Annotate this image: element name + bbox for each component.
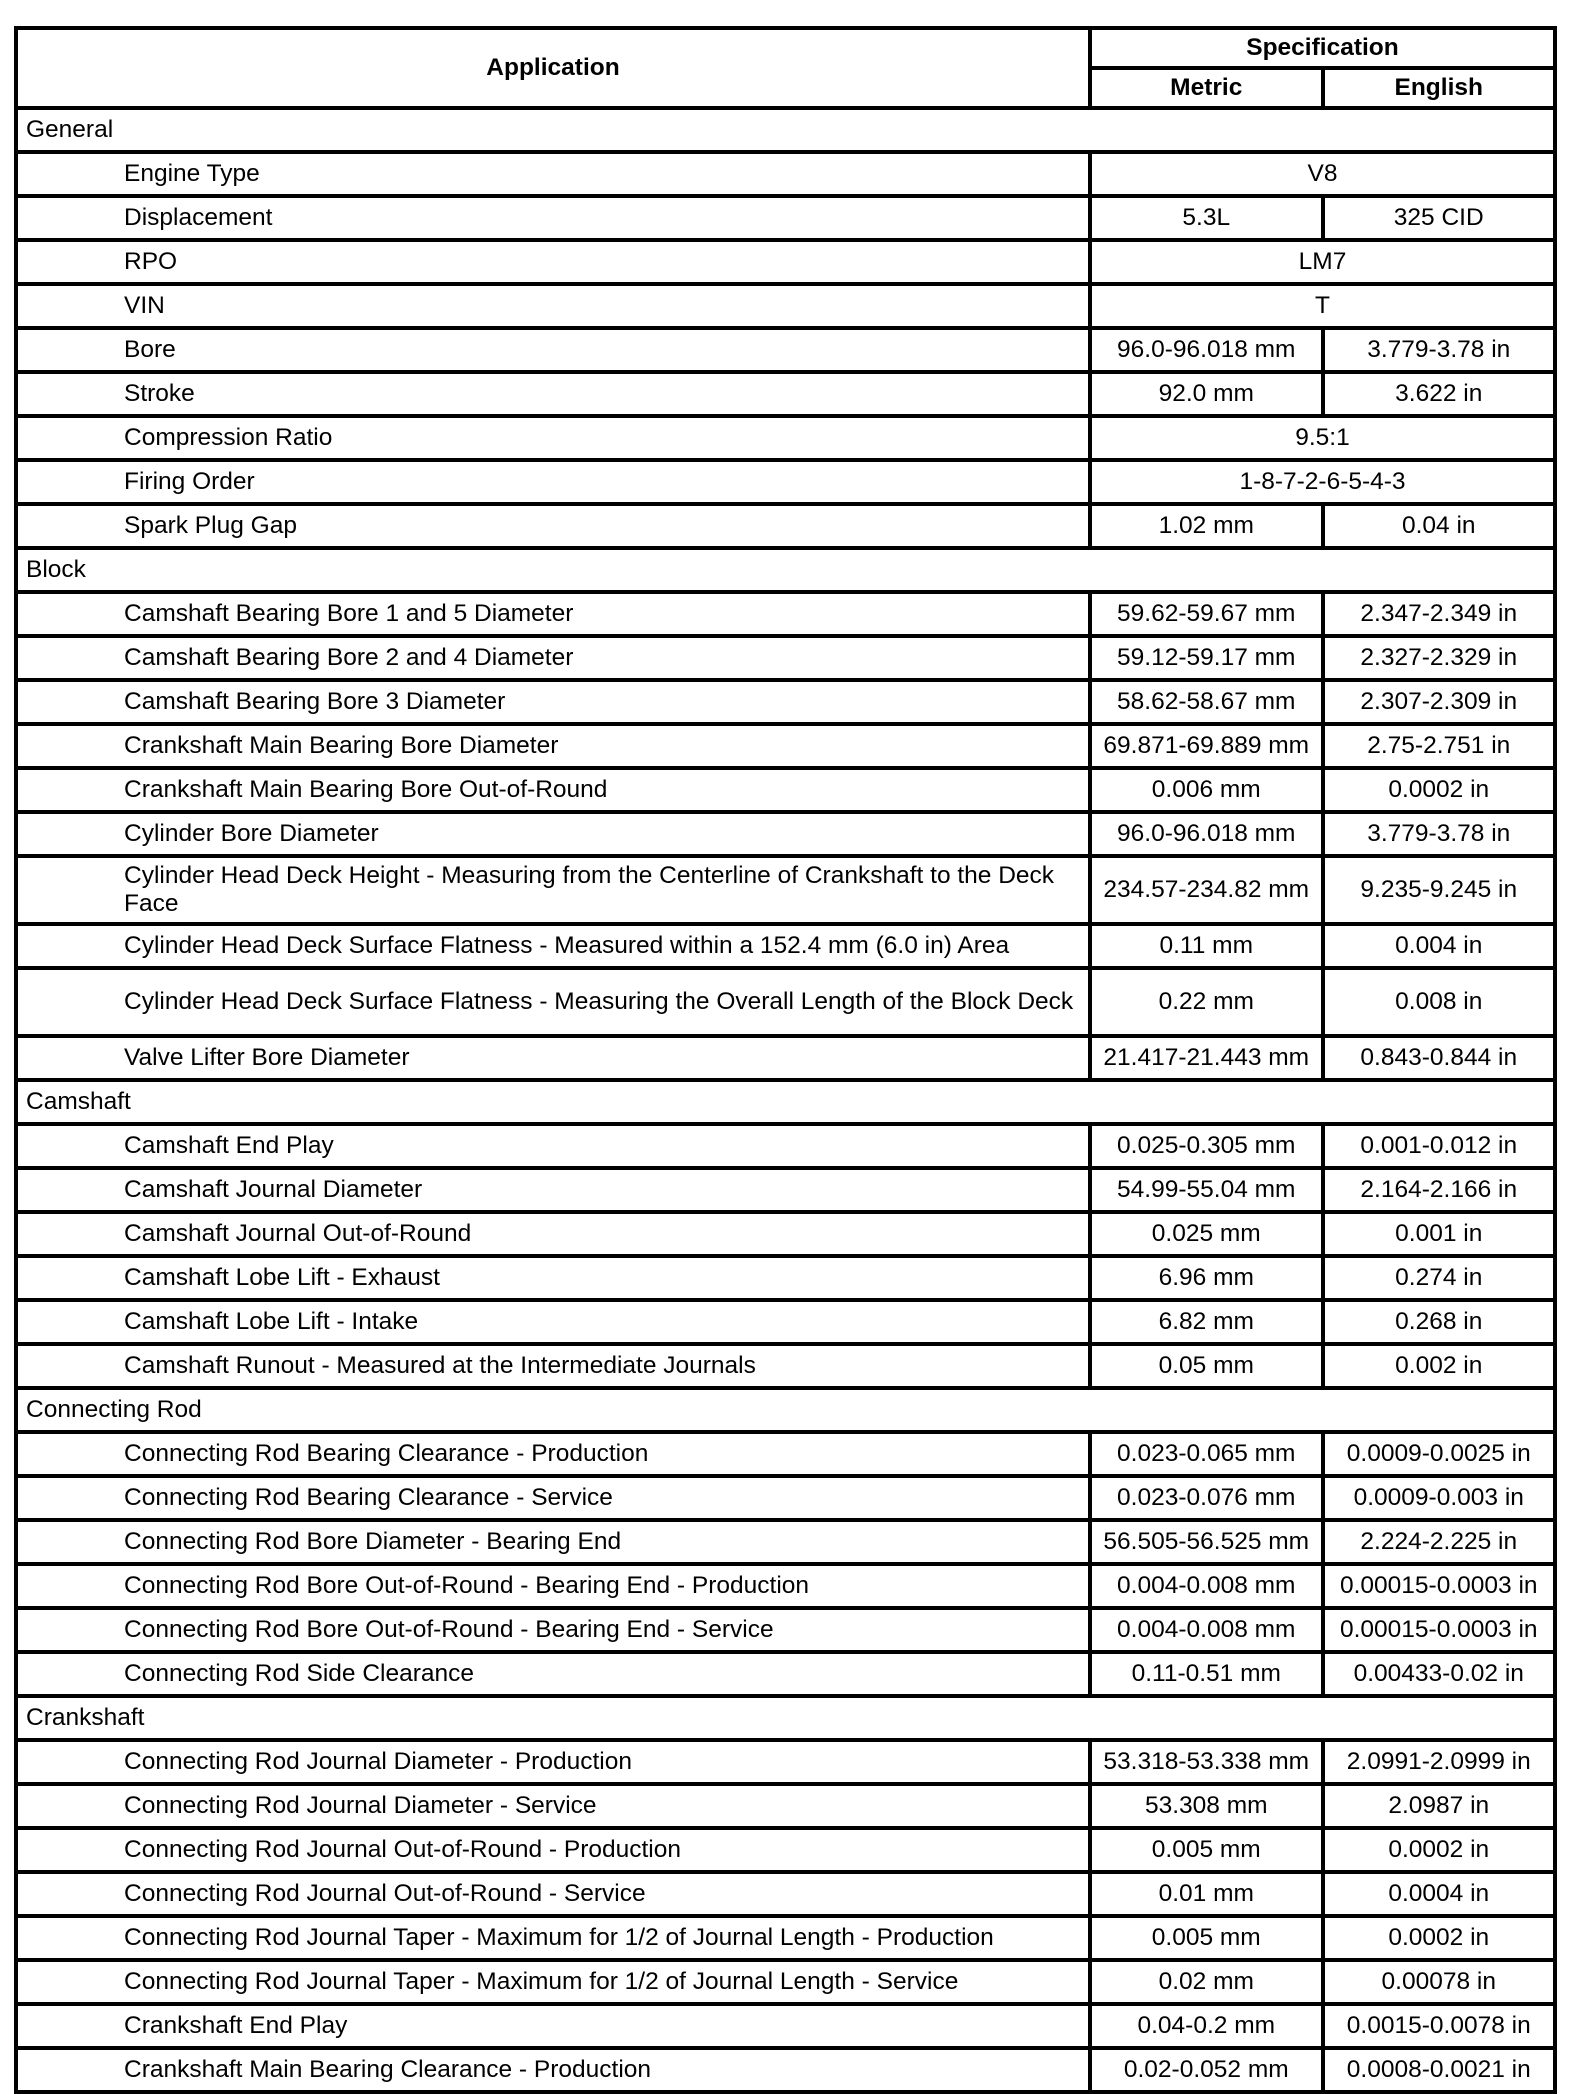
row-label: Connecting Rod Bore Out-of-Round - Bearing End - Production [16,1564,1090,1608]
english-value: 2.0991-2.0999 in [1323,1740,1556,1784]
table-row [16,1740,1555,1784]
table-row [16,1476,1555,1520]
english-value: 0.0002 in [1323,1916,1556,1960]
english-value: 0.274 in [1323,1256,1556,1300]
table-row [16,856,1555,924]
english-value: 0.001-0.012 in [1323,1124,1556,1168]
table-row [16,504,1555,548]
row-label: Connecting Rod Bore Diameter - Bearing End [16,1520,1090,1564]
row-label: Firing Order [16,460,1090,504]
row-label: Engine Type [16,152,1090,196]
application-header: Application [16,28,1090,108]
table-row [16,328,1555,372]
row-label: Crankshaft End Play [16,2004,1090,2048]
table-row [16,372,1555,416]
row-label: Camshaft Journal Out-of-Round [16,1212,1090,1256]
table-row [16,1256,1555,1300]
combined-value: T [1090,284,1555,328]
metric-value: 59.62-59.67 mm [1090,592,1323,636]
english-value: 0.00015-0.0003 in [1323,1564,1556,1608]
metric-value: 69.871-69.889 mm [1090,724,1323,768]
row-label: Camshaft Bearing Bore 2 and 4 Diameter [16,636,1090,680]
table-row [16,724,1555,768]
table-row [16,1564,1555,1608]
row-label: Compression Ratio [16,416,1090,460]
row-label: Connecting Rod Bearing Clearance - Production [16,1432,1090,1476]
row-label: VIN [16,284,1090,328]
table-row [16,1916,1555,1960]
row-label: Bore [16,328,1090,372]
row-label: Crankshaft Main Bearing Bore Out-of-Round [16,768,1090,812]
table-row [16,460,1555,504]
english-value: 0.0009-0.0025 in [1323,1432,1556,1476]
table-row [16,284,1555,328]
table-row [16,1520,1555,1564]
row-label: Camshaft Runout - Measured at the Intermediate Journals [16,1344,1090,1388]
english-value: 2.327-2.329 in [1323,636,1556,680]
table-row [16,1344,1555,1388]
row-label: Connecting Rod Journal Out-of-Round - Production [16,1828,1090,1872]
row-label: Cylinder Head Deck Height - Measuring from the Centerline of Crankshaft to the Deck Face [16,856,1090,924]
english-value: 0.0002 in [1323,1828,1556,1872]
table-row [16,812,1555,856]
metric-value: 5.3L [1090,196,1323,240]
english-value: 0.0015-0.0078 in [1323,2004,1556,2048]
english-value: 0.0002 in [1323,768,1556,812]
metric-value: 56.505-56.525 mm [1090,1520,1323,1564]
english-value: 2.347-2.349 in [1323,592,1556,636]
metric-value: 96.0-96.018 mm [1090,328,1323,372]
metric-value: 96.0-96.018 mm [1090,812,1323,856]
table-row [16,2004,1555,2048]
metric-value: 0.005 mm [1090,1828,1323,1872]
row-label: RPO [16,240,1090,284]
metric-value: 0.11-0.51 mm [1090,1652,1323,1696]
row-label: Connecting Rod Side Clearance [16,1652,1090,1696]
row-label: Camshaft Journal Diameter [16,1168,1090,1212]
english-value: 9.235-9.245 in [1323,856,1556,924]
combined-value: LM7 [1090,240,1555,284]
section-row [16,1696,1555,1740]
table-row [16,2048,1555,2092]
english-value: 0.008 in [1323,968,1556,1036]
metric-value: 0.025-0.305 mm [1090,1124,1323,1168]
table-row [16,968,1555,1036]
english-value: 0.843-0.844 in [1323,1036,1556,1080]
english-value: 0.001 in [1323,1212,1556,1256]
section-row [16,108,1555,152]
engine-spec-table [14,26,1557,2094]
row-label: Connecting Rod Bore Out-of-Round - Bearing End - Service [16,1608,1090,1652]
table-row [16,592,1555,636]
metric-value: 59.12-59.17 mm [1090,636,1323,680]
english-value: 0.00015-0.0003 in [1323,1608,1556,1652]
row-label: Camshaft Lobe Lift - Intake [16,1300,1090,1344]
metric-value: 58.62-58.67 mm [1090,680,1323,724]
metric-value: 6.96 mm [1090,1256,1323,1300]
combined-value: 1-8-7-2-6-5-4-3 [1090,460,1555,504]
english-value: 0.0008-0.0021 in [1323,2048,1556,2092]
english-value: 0.00433-0.02 in [1323,1652,1556,1696]
row-label: Camshaft Bearing Bore 3 Diameter [16,680,1090,724]
row-label: Displacement [16,196,1090,240]
table-row [16,924,1555,968]
table-row [16,1960,1555,2004]
english-value: 3.622 in [1323,372,1556,416]
row-label: Camshaft Lobe Lift - Exhaust [16,1256,1090,1300]
english-value: 3.779-3.78 in [1323,812,1556,856]
english-value: 2.164-2.166 in [1323,1168,1556,1212]
row-label: Camshaft End Play [16,1124,1090,1168]
english-value: 0.04 in [1323,504,1556,548]
english-value: 0.0009-0.003 in [1323,1476,1556,1520]
row-label: Crankshaft Main Bearing Clearance - Production [16,2048,1090,2092]
table-row [16,196,1555,240]
table-row [16,240,1555,284]
metric-value: 54.99-55.04 mm [1090,1168,1323,1212]
table-row [16,1872,1555,1916]
english-value: 325 CID [1323,196,1556,240]
row-label: Stroke [16,372,1090,416]
english-value: 0.00078 in [1323,1960,1556,2004]
table-body [16,108,1555,2092]
table-row [16,416,1555,460]
metric-value: 92.0 mm [1090,372,1323,416]
section-heading: Block [16,548,1555,592]
metric-value: 0.023-0.076 mm [1090,1476,1323,1520]
table-row [16,1784,1555,1828]
table-row [16,1124,1555,1168]
metric-value: 53.308 mm [1090,1784,1323,1828]
row-label: Connecting Rod Bearing Clearance - Service [16,1476,1090,1520]
table-row [16,1828,1555,1872]
table-row [16,1212,1555,1256]
table-row [16,1300,1555,1344]
metric-value: 0.05 mm [1090,1344,1323,1388]
row-label: Cylinder Head Deck Surface Flatness - Measured within a 152.4 mm (6.0 in) Area [16,924,1090,968]
metric-value: 53.318-53.338 mm [1090,1740,1323,1784]
table-row [16,1168,1555,1212]
metric-value: 0.004-0.008 mm [1090,1608,1323,1652]
english-value: 2.75-2.751 in [1323,724,1556,768]
row-label: Valve Lifter Bore Diameter [16,1036,1090,1080]
table-row [16,1608,1555,1652]
english-value: 3.779-3.78 in [1323,328,1556,372]
metric-value: 0.02 mm [1090,1960,1323,2004]
row-label: Camshaft Bearing Bore 1 and 5 Diameter [16,592,1090,636]
combined-value: 9.5:1 [1090,416,1555,460]
table-row [16,636,1555,680]
section-heading: Crankshaft [16,1696,1555,1740]
english-value: 0.268 in [1323,1300,1556,1344]
header-row-top [16,28,1555,68]
table-row [16,1432,1555,1476]
row-label: Connecting Rod Journal Taper - Maximum for 1/2 of Journal Length - Service [16,1960,1090,2004]
table-row [16,152,1555,196]
row-label: Cylinder Bore Diameter [16,812,1090,856]
table-row [16,1652,1555,1696]
row-label: Connecting Rod Journal Taper - Maximum for 1/2 of Journal Length - Production [16,1916,1090,1960]
metric-value: 0.005 mm [1090,1916,1323,1960]
specification-header: Specification [1090,28,1555,68]
table-row [16,1036,1555,1080]
metric-value: 0.01 mm [1090,1872,1323,1916]
english-value: 2.307-2.309 in [1323,680,1556,724]
metric-value: 1.02 mm [1090,504,1323,548]
metric-header: Metric [1090,68,1323,108]
section-heading: Connecting Rod [16,1388,1555,1432]
table-row [16,680,1555,724]
metric-value: 0.006 mm [1090,768,1323,812]
metric-value: 6.82 mm [1090,1300,1323,1344]
english-header: English [1323,68,1556,108]
metric-value: 234.57-234.82 mm [1090,856,1323,924]
english-value: 0.004 in [1323,924,1556,968]
metric-value: 0.025 mm [1090,1212,1323,1256]
metric-value: 0.22 mm [1090,968,1323,1036]
row-label: Connecting Rod Journal Diameter - Service [16,1784,1090,1828]
english-value: 0.0004 in [1323,1872,1556,1916]
metric-value: 0.04-0.2 mm [1090,2004,1323,2048]
metric-value: 0.004-0.008 mm [1090,1564,1323,1608]
english-value: 0.002 in [1323,1344,1556,1388]
section-row [16,1080,1555,1124]
metric-value: 0.11 mm [1090,924,1323,968]
metric-value: 21.417-21.443 mm [1090,1036,1323,1080]
english-value: 2.0987 in [1323,1784,1556,1828]
combined-value: V8 [1090,152,1555,196]
table-header [16,28,1555,108]
section-row [16,1388,1555,1432]
row-label: Spark Plug Gap [16,504,1090,548]
metric-value: 0.02-0.052 mm [1090,2048,1323,2092]
english-value: 2.224-2.225 in [1323,1520,1556,1564]
metric-value: 0.023-0.065 mm [1090,1432,1323,1476]
section-heading: Camshaft [16,1080,1555,1124]
row-label: Connecting Rod Journal Diameter - Production [16,1740,1090,1784]
section-row [16,548,1555,592]
row-label: Cylinder Head Deck Surface Flatness - Measuring the Overall Length of the Block Deck [16,968,1090,1036]
row-label: Connecting Rod Journal Out-of-Round - Service [16,1872,1090,1916]
section-heading: General [16,108,1555,152]
table-row [16,768,1555,812]
row-label: Crankshaft Main Bearing Bore Diameter [16,724,1090,768]
